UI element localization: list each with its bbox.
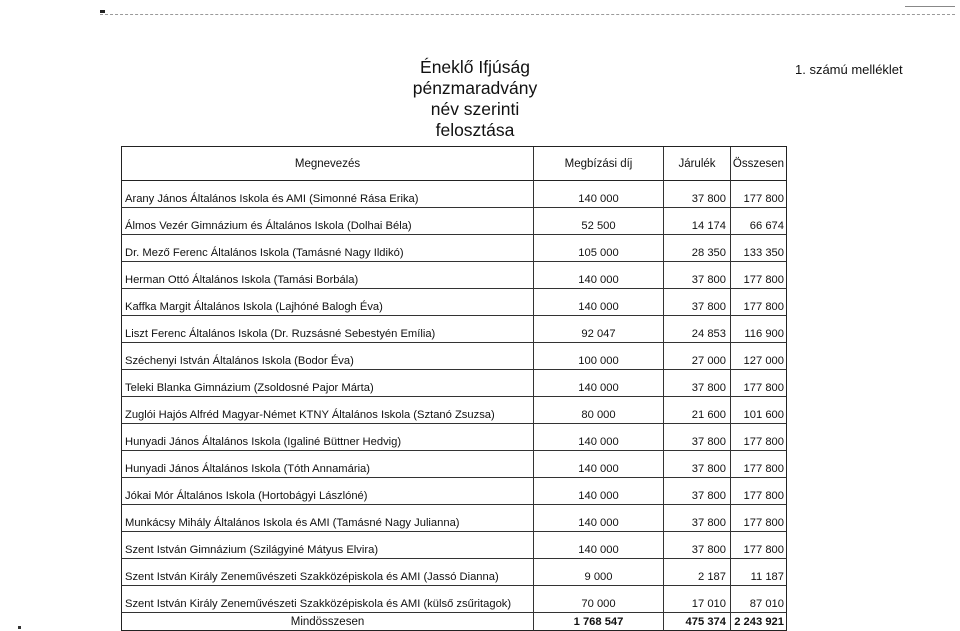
fee-value: 105 000 bbox=[533, 235, 663, 262]
table-row bbox=[121, 505, 787, 532]
contribution-value: 28 350 bbox=[663, 235, 730, 262]
total-value: 66 674 bbox=[730, 208, 787, 235]
total-value: 177 800 bbox=[730, 370, 787, 397]
fee-value: 140 000 bbox=[533, 370, 663, 397]
fee-value: 140 000 bbox=[533, 451, 663, 478]
table-row bbox=[121, 208, 787, 235]
contribution-value: 37 800 bbox=[663, 181, 730, 208]
total-value: 177 800 bbox=[730, 289, 787, 316]
allocation-table bbox=[121, 146, 787, 631]
total-value: 116 900 bbox=[730, 316, 787, 343]
fee-value: 9 000 bbox=[533, 559, 663, 586]
table-row bbox=[121, 478, 787, 505]
contribution-value: 27 000 bbox=[663, 343, 730, 370]
fee-value: 140 000 bbox=[533, 424, 663, 451]
header-fee: Megbízási díj bbox=[533, 147, 663, 181]
contribution-value: 37 800 bbox=[663, 424, 730, 451]
school-name: Jókai Mór Általános Iskola (Hortobágyi Lászlóné) bbox=[121, 478, 533, 505]
contribution-value: 37 800 bbox=[663, 505, 730, 532]
table-row bbox=[121, 532, 787, 559]
contribution-value: 14 174 bbox=[663, 208, 730, 235]
school-name: Dr. Mező Ferenc Általános Iskola (Tamásné Nagy Ildikó) bbox=[121, 235, 533, 262]
table-row bbox=[121, 586, 787, 613]
school-name: Szent István Király Zeneművészeti Szakközépiskola és AMI (Jassó Dianna) bbox=[121, 559, 533, 586]
contribution-value: 2 187 bbox=[663, 559, 730, 586]
title-line: pénzmaradvány bbox=[412, 78, 538, 98]
school-name: Hunyadi János Általános Iskola (Igaliné Büttner Hedvig) bbox=[121, 424, 533, 451]
annex-label: 1. számú melléklet bbox=[795, 62, 903, 77]
table-row bbox=[121, 316, 787, 343]
contribution-value: 37 800 bbox=[663, 289, 730, 316]
table-header-row bbox=[121, 146, 787, 181]
total-value: 127 000 bbox=[730, 343, 787, 370]
total-value: 177 800 bbox=[730, 181, 787, 208]
contribution-value: 21 600 bbox=[663, 397, 730, 424]
scan-artifact-edge bbox=[905, 6, 955, 7]
fee-value: 70 000 bbox=[533, 586, 663, 613]
title-line: név szerinti bbox=[430, 99, 520, 119]
table-row bbox=[121, 397, 787, 424]
contribution-value: 37 800 bbox=[663, 478, 730, 505]
table-row bbox=[121, 343, 787, 370]
table-row bbox=[121, 262, 787, 289]
school-name: Álmos Vezér Gimnázium és Általános Iskola (Dolhai Béla) bbox=[121, 208, 533, 235]
contribution-value: 37 800 bbox=[663, 262, 730, 289]
fee-value: 140 000 bbox=[533, 505, 663, 532]
total-value: 177 800 bbox=[730, 451, 787, 478]
fee-value: 52 500 bbox=[533, 208, 663, 235]
header-total: Összesen bbox=[730, 147, 787, 181]
total-value: 133 350 bbox=[730, 235, 787, 262]
scan-artifact bbox=[100, 10, 105, 13]
title-line: Éneklő Ifjúság bbox=[420, 57, 530, 77]
contribution-value: 37 800 bbox=[663, 532, 730, 559]
title-line: felosztása bbox=[435, 120, 515, 140]
table-row bbox=[121, 370, 787, 397]
total-value: 177 800 bbox=[730, 262, 787, 289]
table-row bbox=[121, 289, 787, 316]
fee-value: 140 000 bbox=[533, 262, 663, 289]
school-name: Teleki Blanka Gimnázium (Zsoldosné Pajor Márta) bbox=[121, 370, 533, 397]
contribution-value: 37 800 bbox=[663, 370, 730, 397]
totals-total: 2 243 921 bbox=[730, 613, 787, 631]
fee-value: 140 000 bbox=[533, 289, 663, 316]
table-row bbox=[121, 181, 787, 208]
fee-value: 140 000 bbox=[533, 181, 663, 208]
fee-value: 92 047 bbox=[533, 316, 663, 343]
table-row bbox=[121, 559, 787, 586]
total-value: 177 800 bbox=[730, 532, 787, 559]
contribution-value: 37 800 bbox=[663, 451, 730, 478]
table-body bbox=[121, 181, 787, 613]
school-name: Széchenyi István Általános Iskola (Bodor Éva) bbox=[121, 343, 533, 370]
scan-artifact-line bbox=[100, 14, 955, 15]
school-name: Arany János Általános Iskola és AMI (Simonné Rása Erika) bbox=[121, 181, 533, 208]
totals-label: Mindösszesen bbox=[121, 613, 533, 631]
total-value: 11 187 bbox=[730, 559, 787, 586]
total-value: 87 010 bbox=[730, 586, 787, 613]
scan-artifact-dot bbox=[18, 626, 21, 629]
fee-value: 140 000 bbox=[533, 532, 663, 559]
school-name: Szent István Gimnázium (Szilágyiné Mátyus Elvira) bbox=[121, 532, 533, 559]
totals-fee: 1 768 547 bbox=[533, 613, 663, 631]
totals-contribution: 475 374 bbox=[663, 613, 730, 631]
school-name: Munkácsy Mihály Általános Iskola és AMI (Tamásné Nagy Julianna) bbox=[121, 505, 533, 532]
fee-value: 80 000 bbox=[533, 397, 663, 424]
table-row bbox=[121, 235, 787, 262]
school-name: Hunyadi János Általános Iskola (Tóth Annamária) bbox=[121, 451, 533, 478]
table-row bbox=[121, 424, 787, 451]
fee-value: 100 000 bbox=[533, 343, 663, 370]
contribution-value: 17 010 bbox=[663, 586, 730, 613]
school-name: Liszt Ferenc Általános Iskola (Dr. Ruzsásné Sebestyén Emília) bbox=[121, 316, 533, 343]
header-contribution: Járulék bbox=[663, 147, 730, 181]
table-row bbox=[121, 451, 787, 478]
total-value: 177 800 bbox=[730, 505, 787, 532]
totals-row bbox=[121, 613, 787, 631]
document-title bbox=[385, 57, 565, 141]
school-name: Kaffka Margit Általános Iskola (Lajhóné Balogh Éva) bbox=[121, 289, 533, 316]
school-name: Szent István Király Zeneművészeti Szakközépiskola és AMI (külső zsűritagok) bbox=[121, 586, 533, 613]
total-value: 177 800 bbox=[730, 424, 787, 451]
total-value: 177 800 bbox=[730, 478, 787, 505]
school-name: Zuglói Hajós Alfréd Magyar-Német KTNY Általános Iskola (Sztanó Zsuzsa) bbox=[121, 397, 533, 424]
header-name: Megnevezés bbox=[121, 147, 533, 181]
school-name: Herman Ottó Általános Iskola (Tamási Borbála) bbox=[121, 262, 533, 289]
contribution-value: 24 853 bbox=[663, 316, 730, 343]
total-value: 101 600 bbox=[730, 397, 787, 424]
fee-value: 140 000 bbox=[533, 478, 663, 505]
